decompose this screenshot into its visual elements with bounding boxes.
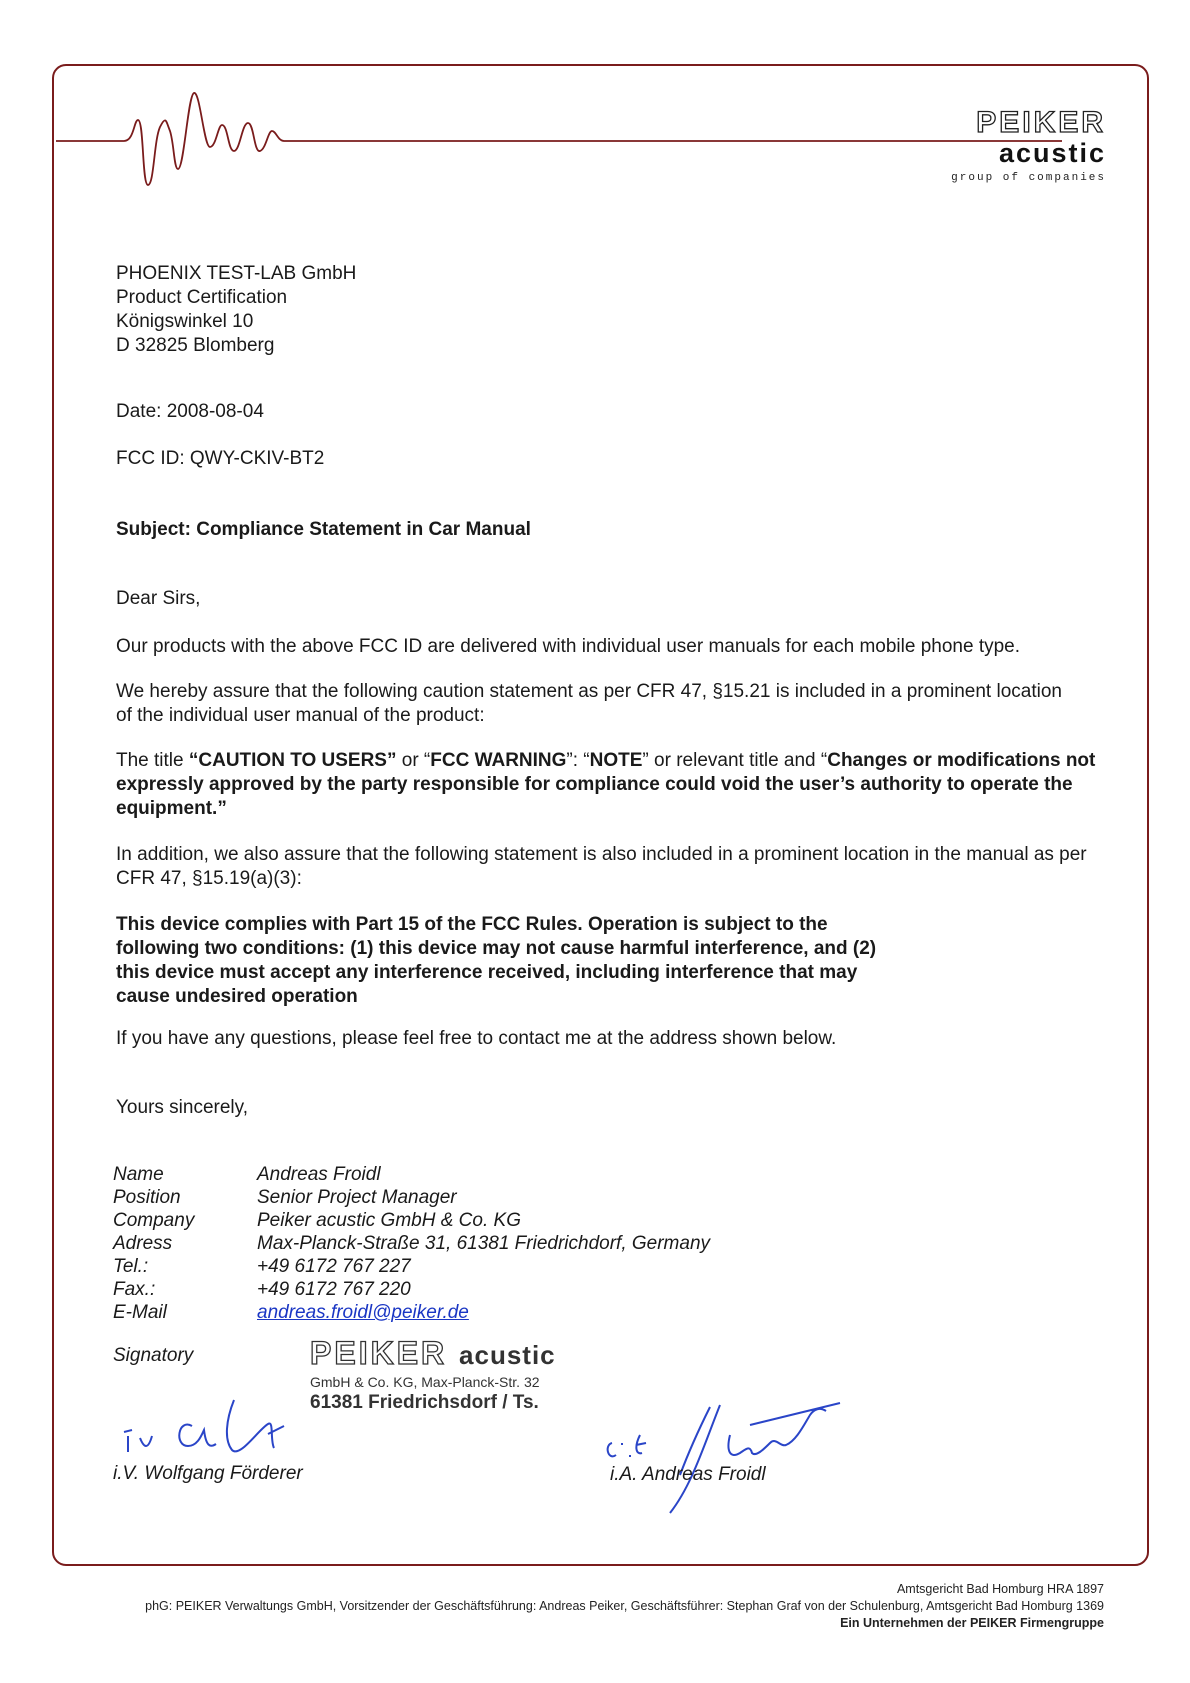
detail-row-fax xyxy=(113,1278,710,1301)
paragraph-questions: If you have any questions, please feel free to contact me at the address shown below. xyxy=(116,1028,837,1049)
logo-tagline: group of companies xyxy=(951,172,1106,184)
recipient-line-4: D 32825 Blomberg xyxy=(116,335,275,356)
closing: Yours sincerely, xyxy=(116,1097,249,1118)
recipient-address xyxy=(116,262,356,358)
paragraph-caution-title xyxy=(116,749,1106,821)
p3-text-a: The title xyxy=(116,750,189,771)
p3-text-c: or “ xyxy=(396,750,431,771)
detail-value: Senior Project Manager xyxy=(257,1187,457,1208)
stamp-acustic: acustic xyxy=(459,1340,556,1370)
detail-row-tel xyxy=(113,1255,710,1278)
detail-value: +49 6172 767 227 xyxy=(257,1256,411,1277)
detail-label: Name xyxy=(113,1164,164,1185)
peiker-logo xyxy=(948,108,1106,184)
signer-right-name: i.A. Andreas Froidl xyxy=(610,1464,766,1485)
waveform-logo-line xyxy=(54,85,1064,195)
paragraph-caution-assurance: We hereby assure that the following caution statement as per CFR 47, §15.21 is included in a prominent location of the individual user manual of the product: xyxy=(116,681,1062,726)
detail-value: Andreas Froidl xyxy=(257,1164,381,1185)
detail-label: E-Mail xyxy=(113,1302,167,1323)
contact-details xyxy=(113,1163,710,1324)
footer xyxy=(145,1581,1104,1632)
signatory-label: Signatory xyxy=(113,1345,194,1366)
p3-caution-title: “CAUTION TO USERS” xyxy=(188,750,397,771)
detail-value: Max-Planck-Straße 31, 61381 Friedrichdorf, Germany xyxy=(257,1233,711,1254)
paragraph-part15-statement: This device complies with Part 15 of the FCC Rules. Operation is subject to the following two conditions: (1) this device may not cause harmful interference, and (2) this device must accept any interference received, including interference that may cause undesired operation xyxy=(116,914,877,1007)
fcc-id: FCC ID: QWY-CKIV-BT2 xyxy=(116,448,325,469)
stamp-wordmark: PEIKER xyxy=(310,1335,448,1371)
detail-row-company xyxy=(113,1209,710,1232)
stamp-line-1 xyxy=(310,1336,556,1372)
detail-row-position xyxy=(113,1186,710,1209)
footer-line-2: phG: PEIKER Verwaltungs GmbH, Vorsitzender der Geschäftsführung: Andreas Peiker, Geschäftsführer: Stephan Graf von der Schulenburg, Amtsgericht Bad Homburg 1369 xyxy=(145,1599,1104,1613)
p3-note: NOTE xyxy=(589,750,643,771)
stamp-line-2: GmbH & Co. KG, Max-Planck-Str. 32 xyxy=(310,1374,540,1390)
detail-value: +49 6172 767 220 xyxy=(257,1279,411,1300)
logo-wordmark: PEIKER xyxy=(976,106,1106,139)
p3-fcc-warning: FCC WARNING xyxy=(430,750,567,771)
company-stamp xyxy=(310,1336,556,1414)
signature-froidl xyxy=(600,1395,850,1515)
recipient-line-3: Königswinkel 10 xyxy=(116,311,254,332)
email-link[interactable]: andreas.froidl@peiker.de xyxy=(257,1302,469,1323)
stamp-line-3: 61381 Friedrichsdorf / Ts. xyxy=(310,1392,539,1413)
footer-line-1: Amtsgericht Bad Homburg HRA 1897 xyxy=(896,1582,1104,1596)
detail-label: Fax.: xyxy=(113,1279,156,1300)
detail-label: Adress xyxy=(113,1233,173,1254)
p3-text-e: ”: “ xyxy=(566,750,590,771)
subject-line: Subject: Compliance Statement in Car Manual xyxy=(116,519,531,540)
p3-text-g: ” or relevant title and “ xyxy=(642,750,828,771)
detail-row-address xyxy=(113,1232,710,1255)
salutation: Dear Sirs, xyxy=(116,588,201,609)
logo-acustic: acustic xyxy=(998,138,1106,168)
recipient-line-2: Product Certification xyxy=(116,287,288,308)
footer-line-3: Ein Unternehmen der PEIKER Firmengruppe xyxy=(840,1616,1104,1630)
detail-label: Tel.: xyxy=(113,1256,149,1277)
letter-date: Date: 2008-08-04 xyxy=(116,401,264,422)
detail-label: Position xyxy=(113,1187,181,1208)
p3-changes-statement: Changes or modifications not expressly approved by the party responsible for compliance could void the user’s authority to operate the equipment.” xyxy=(116,750,1096,819)
detail-value: Peiker acustic GmbH & Co. KG xyxy=(257,1210,521,1231)
detail-row-email xyxy=(113,1301,710,1324)
signer-left-name: i.V. Wolfgang Förderer xyxy=(113,1463,303,1484)
paragraph-additional-assurance: In addition, we also assure that the following statement is also included in a prominent location in the manual as per CFR 47, §15.19(a)(3): xyxy=(116,844,1087,889)
recipient-line-1: PHOENIX TEST-LAB GmbH xyxy=(116,263,357,284)
paragraph-products: Our products with the above FCC ID are delivered with individual user manuals for each mobile phone type. xyxy=(116,636,1021,657)
detail-row-name xyxy=(113,1163,710,1186)
detail-label: Company xyxy=(113,1210,195,1231)
signature-foerderer xyxy=(118,1390,298,1460)
